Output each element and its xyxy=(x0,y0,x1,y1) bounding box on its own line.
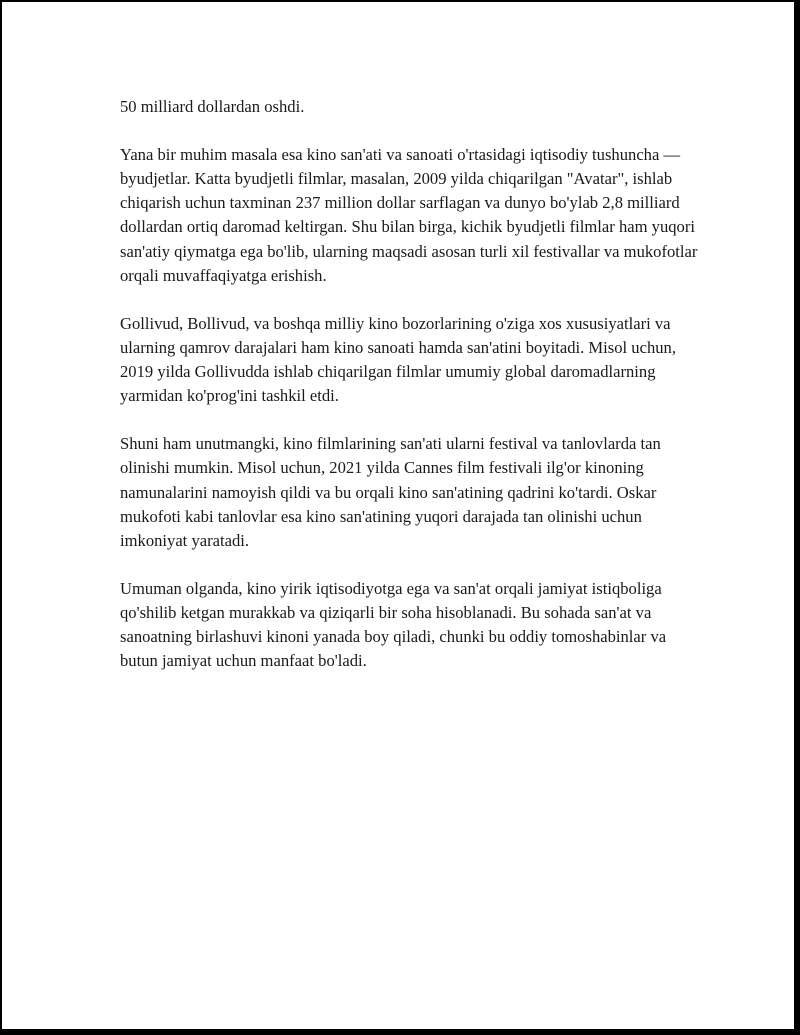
paragraph-conclusion: Umuman olganda, kino yirik iqtisodiyotga ega va san'at orqali jamiyat istiqboliga qo'shilib ketgan murakkab va qiziqarli bir soha hisoblanadi. Bu sohada san'at va sanoatning birlashuvi kinoni yanada boy qiladi, chunki bu oddiy tomoshabinlar va butun jamiyat uchun manfaat bo'ladi. xyxy=(120,578,667,671)
paragraph-markets: Gollivud, Bollivud, va boshqa milliy kino bozorlarining o'ziga xos xususiyatlari va ularning qamrov darajalari ham kino sanoati hamda san'atini boyitadi. Misol uchun, 2019 yilda Gollivudda ishlab chiqarilgan filmlar umumiy global daromadlarning yarmidan ko'prog'ini tashkil etdi. xyxy=(120,313,676,406)
document-body xyxy=(120,95,700,697)
paragraph-budgets: Yana bir muhim masala esa kino san'ati va sanoati o'rtasidagi iqtisodiy tushuncha — byudjetlar. Katta byudjetli filmlar, masalan, 2009 yilda chiqarilgan "Avatar", ishlab chiqarish uchun taxminan 237 million dollar sarflagan va dunyo bo'ylab 2,8 milliard dollardan ortiq daromad keltirgan. Shu bilan birga, kichik byudjetli filmlar ham yuqori san'atiy qiymatga ega bo'lib, ularning maqsadi asosan turli xil festivallar va mukofotlar orqali muvaffaqiyatga erishish. xyxy=(120,145,698,285)
paragraph-continuation: 50 milliard dollardan oshdi. xyxy=(120,97,305,116)
paragraph-festivals: Shuni ham unutmangki, kino filmlarining san'ati ularni festival va tanlovlarda tan olinishi mumkin. Misol uchun, 2021 yilda Cannes film festivali ilg'or kinoning namunalarini namoyish qildi va bu orqali kino san'atining qadrini ko'tardi. Oskar mukofoti kabi tanlovlar esa kino san'atining yuqori darajada tan olinishi uchun imkoniyat yaratadi. xyxy=(120,434,661,550)
